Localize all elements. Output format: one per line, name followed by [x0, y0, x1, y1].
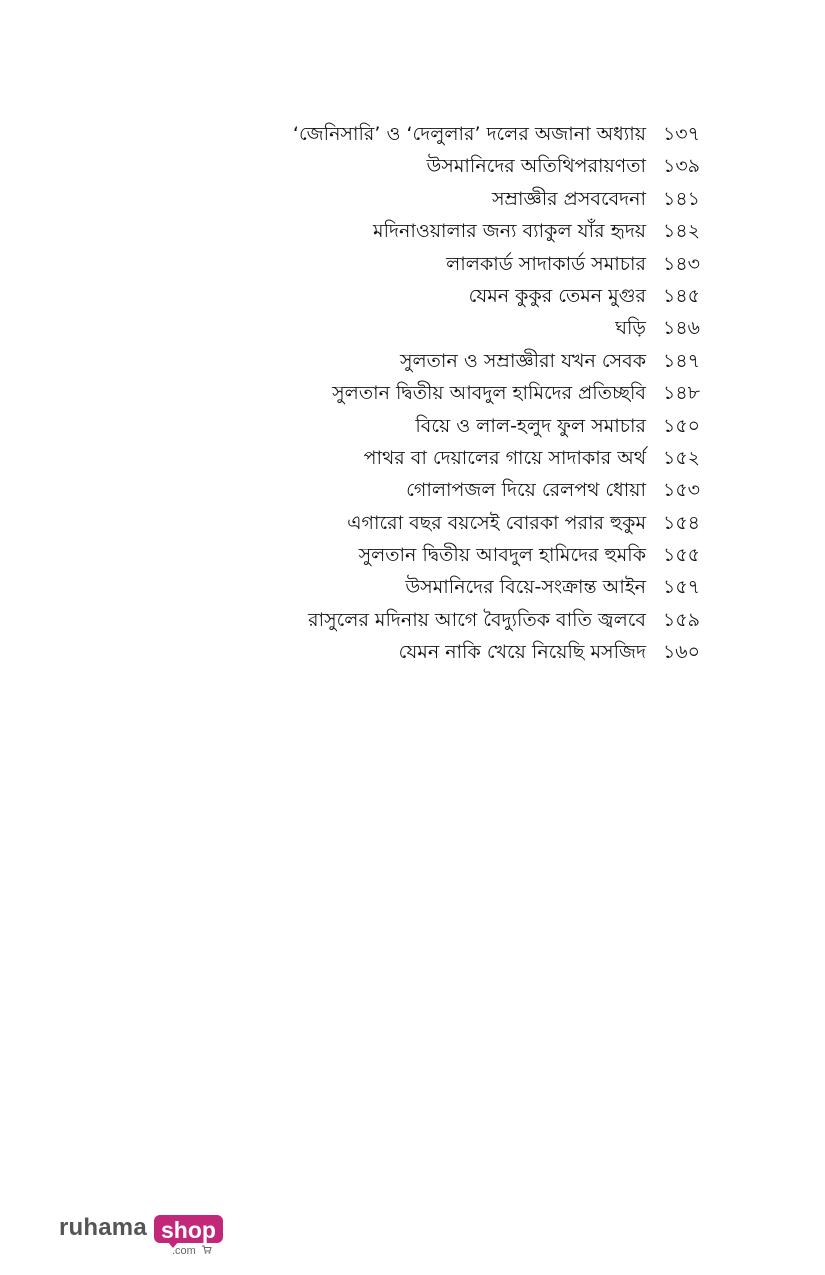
toc-entry	[150, 604, 700, 636]
toc-entry	[150, 442, 700, 474]
toc-entry	[150, 410, 700, 442]
toc-entry-page: ১৫৭	[662, 576, 700, 599]
toc-entry-page: ১৩৭	[662, 123, 700, 145]
toc-entry-title: ঘড়ি	[615, 317, 646, 340]
toc-entry	[150, 248, 700, 280]
toc-entry-page: ১৫০	[662, 414, 700, 437]
logo-wordmark: ruhama	[59, 1214, 147, 1241]
toc-entry-page: ১৪৩	[662, 252, 700, 275]
toc-entry	[150, 571, 700, 603]
toc-entry-title: সম্রাজ্ঞীর প্রসববেদনা	[491, 187, 646, 210]
toc-entry	[150, 183, 700, 215]
toc-entry-title: বিয়ে ও লাল-হলুদ ফুল সমাচার	[415, 414, 646, 437]
toc-entry	[150, 118, 700, 150]
toc-entry-title: সুলতান দ্বিতীয় আবদুল হামিদের প্রতিচ্ছবি	[332, 382, 646, 405]
toc-entry-page: ১৫২	[662, 446, 700, 469]
toc-entry-title: গোলাপজল দিয়ে রেলপথ ধোয়া	[406, 479, 646, 502]
toc-entry-page: ১৫৯	[663, 608, 700, 631]
toc-entry	[150, 377, 700, 409]
toc-entry-page: ১৪১	[663, 187, 700, 210]
toc-entry-page: ১৬০	[662, 641, 700, 664]
toc-entry	[150, 312, 700, 344]
toc-entry-page: ১৫৫	[663, 544, 700, 567]
toc-entry-page: ১৪৫	[663, 284, 700, 307]
toc-entry-page: ১৪৬	[662, 317, 700, 340]
toc-entry-title: রাসুলের মদিনায় আগে বৈদ্যুতিক বাতি জ্বলবে	[308, 608, 646, 631]
toc-entry-title: উসমানিদের বিয়ে-সংক্রান্ত আইন	[405, 576, 646, 599]
toc-entry-title: পাথর বা দেয়ালের গায়ে সাদাকার অর্থ	[363, 446, 646, 469]
toc-entry	[150, 507, 700, 539]
toc-entry-page: ১৪৮	[663, 382, 700, 405]
toc-entry-title: যেমন কুকুর তেমন মুগুর	[468, 284, 646, 307]
toc-entry-title: এগারো বছর বয়সেই বোরকা পরার হুকুম	[347, 511, 646, 534]
toc-entry-page: ১৫৪	[663, 511, 700, 534]
toc-entry-title: সুলতান ও সম্রাজ্ঞীরা যখন সেবক	[399, 349, 646, 372]
toc-entry-title: ‘জেনিসারি’ ও ‘দেলুলার’ দলের অজানা অধ্যায়	[292, 123, 646, 145]
ruhamashop-logo	[59, 1213, 229, 1263]
toc-entry-title: উসমানিদের অতিথিপরায়ণতা	[426, 155, 646, 178]
logo-shop-badge: shop	[154, 1215, 223, 1243]
toc-entry-title: যেমন নাকি খেয়ে নিয়েছি মসজিদ	[398, 641, 646, 664]
toc-entry-page: ১৪৭	[662, 349, 700, 372]
toc-entry	[150, 215, 700, 247]
toc-entry	[150, 345, 700, 377]
cart-icon	[202, 1245, 212, 1258]
toc-entry-page: ১৪২	[662, 220, 700, 243]
toc-entry	[150, 539, 700, 571]
toc-entry-page: ১৩৯	[662, 155, 700, 178]
toc-entry	[150, 636, 700, 668]
toc-entry-title: সুলতান দ্বিতীয় আবদুল হামিদের হুমকি	[358, 544, 646, 567]
toc-entry-page: ১৫৩	[662, 479, 700, 502]
toc-entry	[150, 474, 700, 506]
toc-entry-title: লালকার্ড সাদাকার্ড সমাচার	[446, 252, 646, 275]
logo-domain-suffix: .com	[172, 1245, 196, 1257]
toc-entry	[150, 150, 700, 182]
toc-entry-title: মদিনাওয়ালার জন্য ব্যাকুল যাঁর হৃদয়	[373, 220, 646, 243]
table-of-contents	[150, 118, 700, 669]
toc-entry	[150, 280, 700, 312]
